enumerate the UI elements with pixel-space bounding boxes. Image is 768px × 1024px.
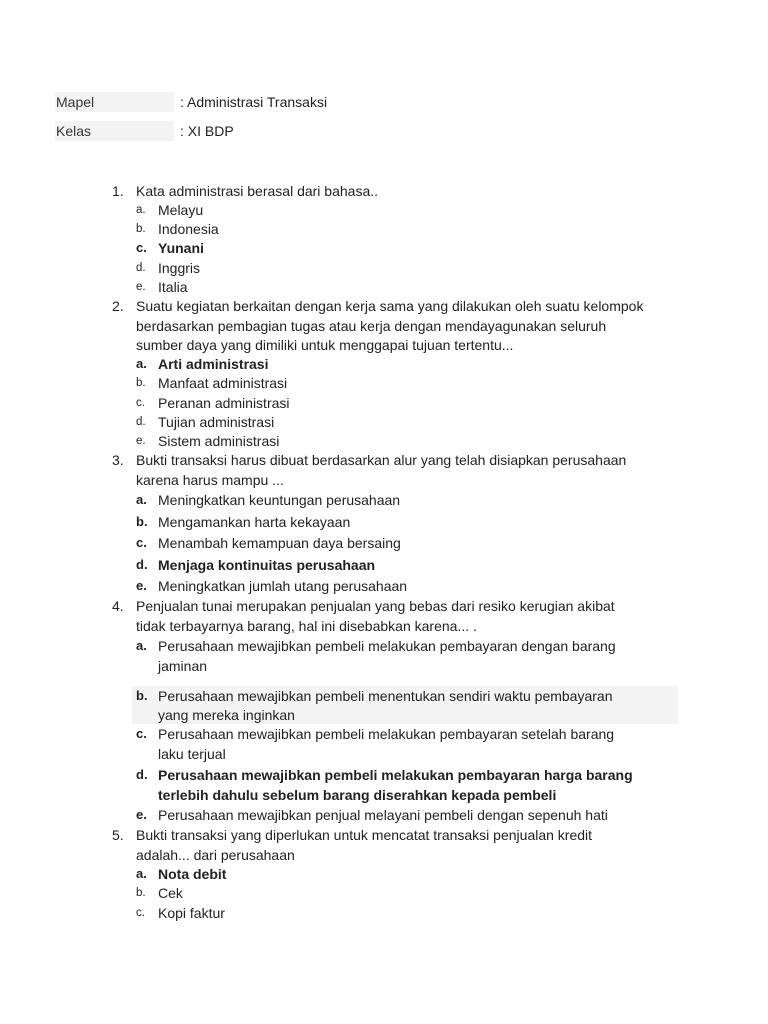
option-text-correct: terlebih dahulu sebelum barang diserahkan kepada pembeli: [158, 787, 557, 803]
option-text-correct: Menjaga kontinuitas perusahaan: [158, 557, 376, 573]
option-text: Peranan administrasi: [158, 395, 290, 411]
question-text: berdasarkan pembagian tugas atau kerja dengan mendayagunakan seluruh: [136, 318, 607, 334]
question-text: sumber daya yang dimiliki untuk menggapai tujuan tertentu...: [136, 337, 514, 353]
option-letter: c.: [136, 726, 147, 741]
option-letter: a.: [136, 638, 147, 653]
question-number: 5.: [112, 827, 124, 843]
class-value: : XI BDP: [180, 123, 234, 139]
option-letter-correct: d.: [136, 767, 148, 782]
option-text: Sistem administrasi: [158, 433, 280, 449]
option-letter: e.: [136, 578, 147, 593]
question-text: Bukti transaksi harus dibuat berdasarkan alur yang telah disiapkan perusahaan: [136, 452, 627, 468]
option-text: Perusahaan mewajibkan pembeli melakukan pembayaran setelah barang: [158, 726, 615, 742]
question-text: adalah... dari perusahaan: [136, 847, 295, 863]
subject-value: : Administrasi Transaksi: [180, 94, 328, 110]
option-letter-correct: d.: [136, 557, 148, 572]
option-letter: b.: [136, 514, 148, 529]
option-text: Italia: [158, 279, 188, 295]
option-text: Melayu: [158, 202, 204, 218]
option-text-correct: Yunani: [158, 240, 204, 256]
option-text: Meningkatkan keuntungan perusahaan: [158, 492, 401, 508]
option-letter-correct: a.: [136, 866, 147, 881]
option-text-correct: Nota debit: [158, 866, 227, 882]
option-text: Meningkatkan jumlah utang perusahaan: [158, 578, 408, 594]
option-text: Perusahaan mewajibkan pembeli menentukan sendiri waktu pembayaran: [158, 688, 613, 704]
question-text: karena harus mampu ...: [136, 472, 284, 488]
question-number: 4.: [112, 598, 124, 614]
question-text: tidak terbayarnya barang, hal ini disebabkan karena... .: [136, 618, 477, 634]
question-number: 2.: [112, 298, 124, 314]
option-letter-correct: a.: [136, 356, 147, 371]
option-letter-correct: c.: [136, 240, 147, 255]
option-text: Indonesia: [158, 221, 219, 237]
question-text: Bukti transaksi yang diperlukan untuk mencatat transaksi penjualan kredit: [136, 827, 593, 843]
option-text: Perusahaan mewajibkan pembeli melakukan pembayaran dengan barang: [158, 638, 616, 654]
option-letter: e.: [136, 435, 146, 447]
option-text: Menambah kemampuan daya bersaing: [158, 535, 401, 551]
option-text: Manfaat administrasi: [158, 375, 288, 391]
option-text: Tujian administrasi: [158, 414, 275, 430]
subject-label: Mapel: [55, 92, 174, 112]
option-letter: b.: [136, 688, 148, 703]
option-letter: c.: [136, 397, 145, 409]
option-text: Cek: [158, 885, 183, 901]
option-text: Perusahaan mewajibkan penjual melayani pembeli dengan sepenuh hati: [158, 807, 608, 823]
option-letter: c.: [136, 535, 147, 550]
question-text: Penjualan tunai merupakan penjualan yang bebas dari resiko kerugian akibat: [136, 598, 615, 614]
question-number: 1.: [112, 183, 124, 199]
question-text: Kata administrasi berasal dari bahasa..: [136, 183, 379, 199]
question-text: Suatu kegiatan berkaitan dengan kerja sama yang dilakukan oleh suatu kelompok: [136, 298, 644, 314]
option-letter: d.: [136, 262, 146, 274]
option-letter: b.: [136, 223, 146, 235]
option-text-correct: Arti administrasi: [158, 356, 269, 372]
question-number: 3.: [112, 452, 124, 468]
option-letter: a.: [136, 204, 146, 216]
option-text: Kopi faktur: [158, 905, 225, 921]
option-letter: b.: [136, 377, 146, 389]
option-text-correct: Perusahaan mewajibkan pembeli melakukan pembayaran harga barang: [158, 767, 633, 783]
option-text: Inggris: [158, 260, 201, 276]
option-text: jaminan: [158, 658, 208, 674]
option-letter: e.: [136, 281, 146, 293]
option-text: laku terjual: [158, 746, 226, 762]
option-letter: e.: [136, 807, 147, 822]
option-text: yang mereka inginkan: [158, 707, 295, 723]
class-label: Kelas: [55, 121, 174, 141]
option-letter: d.: [136, 416, 146, 428]
option-text: Mengamankan harta kekayaan: [158, 514, 351, 530]
option-letter: b.: [136, 887, 146, 899]
option-letter: c.: [136, 907, 145, 919]
option-letter: a.: [136, 492, 147, 507]
